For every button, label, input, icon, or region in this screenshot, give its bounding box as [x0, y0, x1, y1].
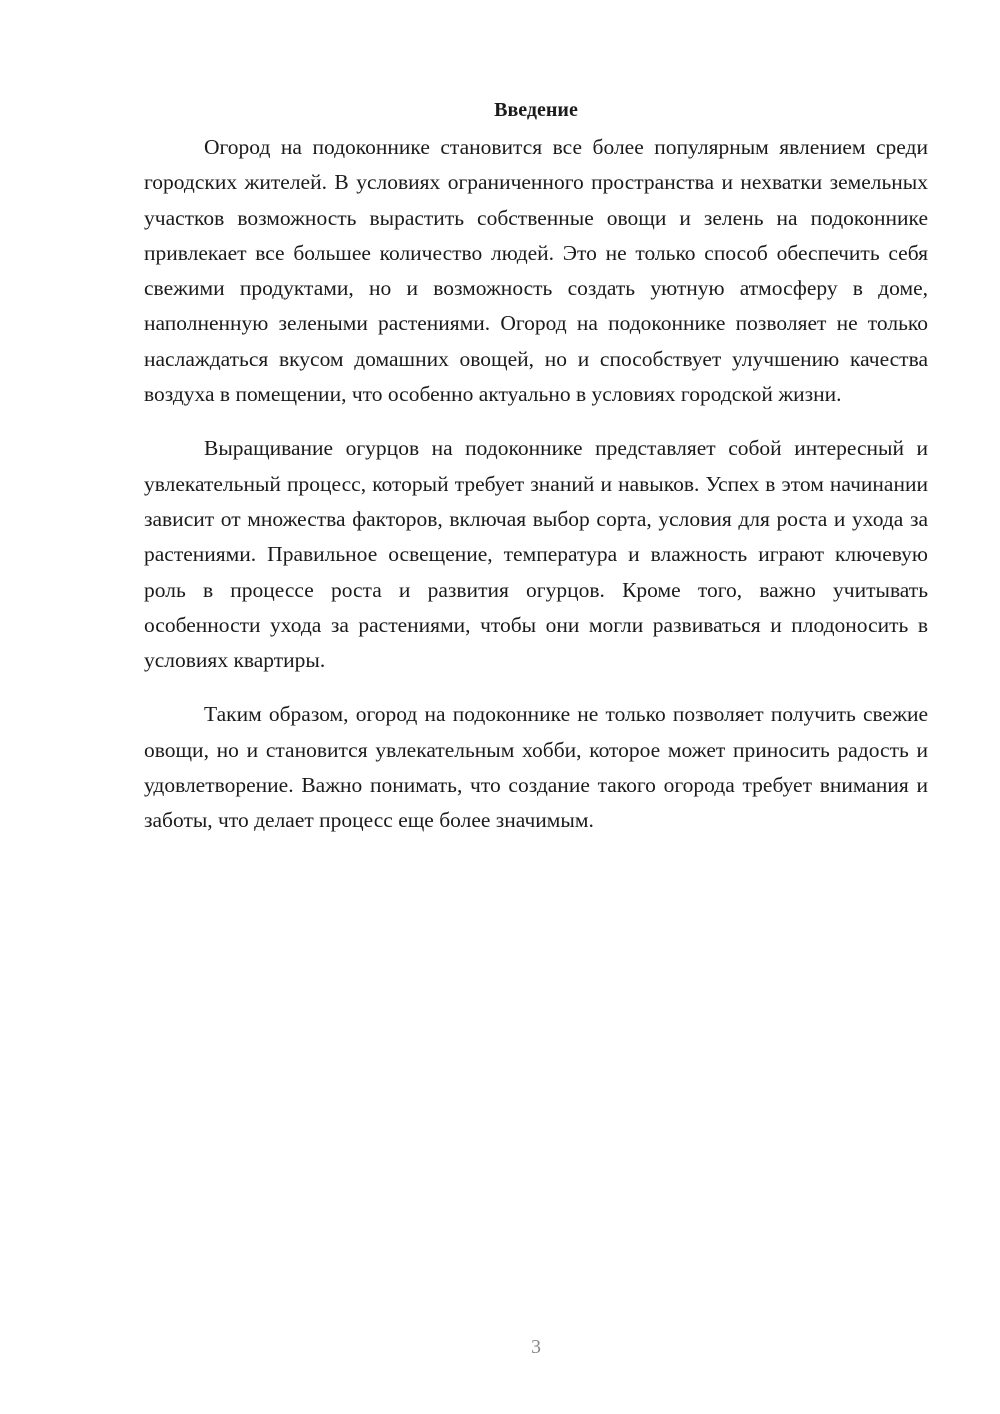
section-heading: Введение: [494, 99, 578, 121]
paragraph-intro: Огород на подоконнике становится все более популярным явлением среди городских жителей. В условиях ограниченного пространства и нехватки земельных участков возможность вырастить собственные овощи и зелень на подоконнике привлекает все большее количество людей. Это не только способ обеспечить себя свежими продуктами, но и возможность создать уютную атмосферу в доме, наполненную зелеными растениями. Огород на подоконнике позволяет не только наслаждаться вкусом домашних овощей, но и способствует улучшению качества воздуха в помещении, что особенно актуально в условиях городской жизни.: [144, 135, 928, 407]
paragraph-conclusion: Таким образом, огород на подоконнике не только позволяет получить свежие овощи, но и становится увлекательным хобби, которое может приносить радость и удовлетворение. Важно понимать, что создание такого огорода требует внимания и заботы, что делает процесс еще более значимым.: [144, 702, 928, 833]
page-content: [144, 96, 928, 839]
page-number: 3: [531, 1336, 541, 1358]
paragraph-cucumbers: Выращивание огурцов на подоконнике представляет собой интересный и увлекательный процесс, который требует знаний и навыков. Успех в этом начинании зависит от множества факторов, включая выбор сорта, условия для роста и ухода за растениями. Правильное освещение, температура и влажность играют ключевую роль в процессе роста и развития огурцов. Кроме того, важно учитывать особенности ухода за растениями, чтобы они могли развиваться и плодоносить в условиях квартиры.: [144, 436, 928, 673]
